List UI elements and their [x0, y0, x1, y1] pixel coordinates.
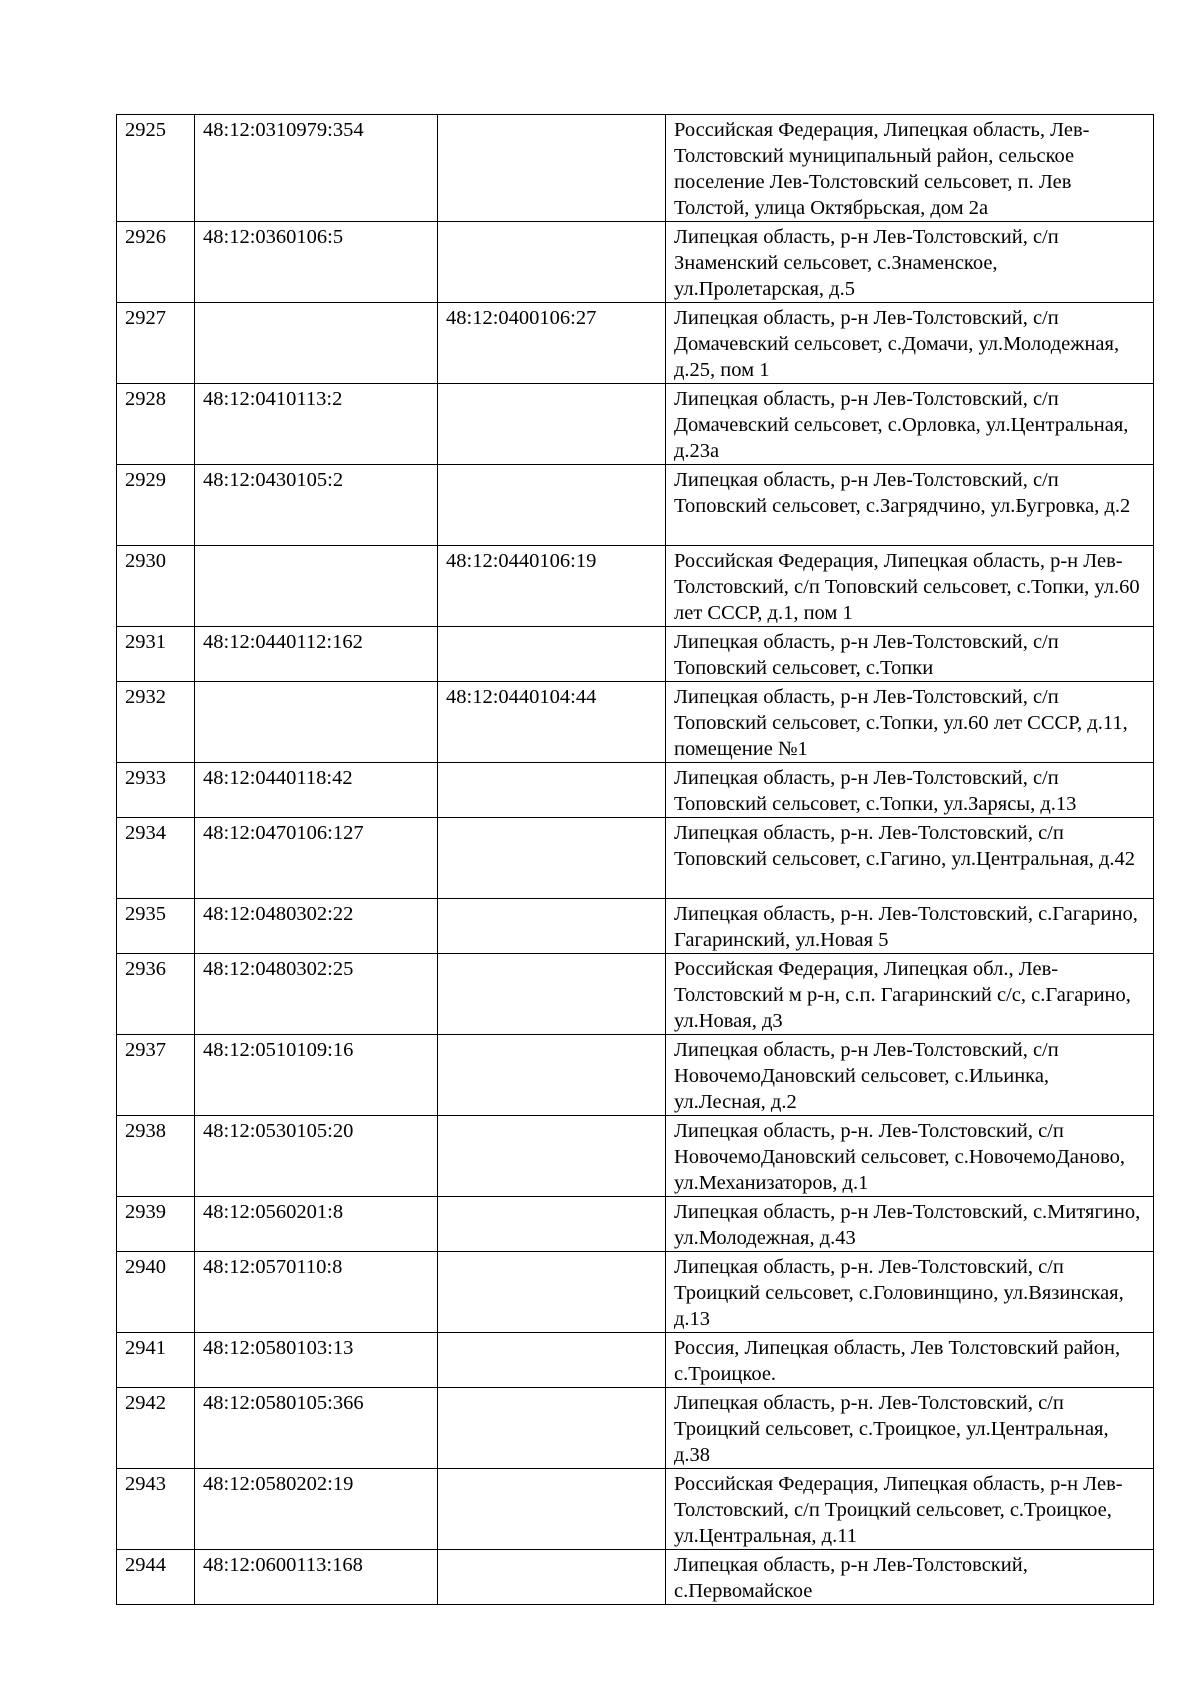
address-cell: Липецкая область, р-н Лев-Толстовский, с/п Топовский сельсовет, с.Загрядчино, ул.Бугровка, д.2	[666, 465, 1154, 546]
address-cell: Липецкая область, р-н Лев-Толстовский, с/п Топовский сельсовет, с.Топки	[666, 627, 1154, 682]
cadastral-number-cell	[195, 546, 438, 627]
premises-cadastral-number-cell: 48:12:0400106:27	[438, 303, 666, 384]
premises-cadastral-number-cell	[438, 627, 666, 682]
table-row	[117, 1116, 1154, 1197]
row-number-cell: 2930	[117, 546, 195, 627]
table-row	[117, 763, 1154, 818]
premises-cadastral-number-cell	[438, 1333, 666, 1388]
row-number-cell: 2941	[117, 1333, 195, 1388]
row-number-cell: 2942	[117, 1388, 195, 1469]
address-cell: Липецкая область, р-н. Лев-Толстовский, с/п НовочемоДановский сельсовет, с.НовочемоДаново, ул.Механизаторов, д.1	[666, 1116, 1154, 1197]
table-row	[117, 682, 1154, 763]
table-row	[117, 1550, 1154, 1605]
premises-cadastral-number-cell	[438, 384, 666, 465]
cadastral-number-cell: 48:12:0580105:366	[195, 1388, 438, 1469]
premises-cadastral-number-cell	[438, 818, 666, 899]
row-number-cell: 2933	[117, 763, 195, 818]
address-cell: Липецкая область, р-н Лев-Толстовский, с/п Домачевский сельсовет, с.Домачи, ул.Молодежная, д.25, пом 1	[666, 303, 1154, 384]
row-number-cell: 2935	[117, 899, 195, 954]
cadastral-number-cell: 48:12:0560201:8	[195, 1197, 438, 1252]
row-number-cell: 2944	[117, 1550, 195, 1605]
row-number-cell: 2938	[117, 1116, 195, 1197]
table-row	[117, 1469, 1154, 1550]
cadastral-number-cell	[195, 303, 438, 384]
row-number-cell: 2932	[117, 682, 195, 763]
premises-cadastral-number-cell	[438, 115, 666, 222]
address-cell: Липецкая область, р-н. Лев-Толстовский, с/п Топовский сельсовет, с.Гагино, ул.Центральная, д.42	[666, 818, 1154, 899]
cadastral-number-cell: 48:12:0440118:42	[195, 763, 438, 818]
cadastral-number-cell: 48:12:0410113:2	[195, 384, 438, 465]
address-cell: Липецкая область, р-н Лев-Толстовский, с/п Топовский сельсовет, с.Топки, ул.Зарясы, д.13	[666, 763, 1154, 818]
premises-cadastral-number-cell	[438, 465, 666, 546]
registry-table-body	[117, 115, 1154, 1605]
address-cell: Липецкая область, р-н. Лев-Толстовский, с/п Троицкий сельсовет, с.Головинщино, ул.Вязинская, д.13	[666, 1252, 1154, 1333]
table-row	[117, 1035, 1154, 1116]
table-row	[117, 222, 1154, 303]
premises-cadastral-number-cell	[438, 954, 666, 1035]
table-row	[117, 115, 1154, 222]
table-row	[117, 954, 1154, 1035]
cadastral-number-cell: 48:12:0580202:19	[195, 1469, 438, 1550]
table-row	[117, 1388, 1154, 1469]
cadastral-number-cell: 48:12:0570110:8	[195, 1252, 438, 1333]
premises-cadastral-number-cell: 48:12:0440104:44	[438, 682, 666, 763]
table-row	[117, 1333, 1154, 1388]
cadastral-number-cell: 48:12:0510109:16	[195, 1035, 438, 1116]
table-row	[117, 384, 1154, 465]
table-row	[117, 546, 1154, 627]
cadastral-number-cell: 48:12:0480302:25	[195, 954, 438, 1035]
address-cell: Липецкая область, р-н. Лев-Толстовский, с.Гагарино, Гагаринский, ул.Новая 5	[666, 899, 1154, 954]
row-number-cell: 2929	[117, 465, 195, 546]
row-number-cell: 2940	[117, 1252, 195, 1333]
premises-cadastral-number-cell	[438, 1469, 666, 1550]
premises-cadastral-number-cell	[438, 222, 666, 303]
premises-cadastral-number-cell	[438, 1550, 666, 1605]
row-number-cell: 2928	[117, 384, 195, 465]
table-row	[117, 303, 1154, 384]
address-cell: Липецкая область, р-н Лев-Толстовский, с/п Знаменский сельсовет, с.Знаменское, ул.Пролетарская, д.5	[666, 222, 1154, 303]
address-cell: Липецкая область, р-н Лев-Толстовский, с.Митягино, ул.Молодежная, д.43	[666, 1197, 1154, 1252]
row-number-cell: 2934	[117, 818, 195, 899]
row-number-cell: 2943	[117, 1469, 195, 1550]
property-registry-table	[116, 114, 1154, 1605]
row-number-cell: 2927	[117, 303, 195, 384]
cadastral-number-cell: 48:12:0430105:2	[195, 465, 438, 546]
cadastral-number-cell: 48:12:0530105:20	[195, 1116, 438, 1197]
row-number-cell: 2926	[117, 222, 195, 303]
address-cell: Россия, Липецкая область, Лев Толстовский район, с.Троицкое.	[666, 1333, 1154, 1388]
address-cell: Липецкая область, р-н Лев-Толстовский, с.Первомайское	[666, 1550, 1154, 1605]
row-number-cell: 2937	[117, 1035, 195, 1116]
cadastral-number-cell: 48:12:0600113:168	[195, 1550, 438, 1605]
cadastral-number-cell: 48:12:0310979:354	[195, 115, 438, 222]
address-cell: Липецкая область, р-н. Лев-Толстовский, с/п Троицкий сельсовет, с.Троицкое, ул.Центральная, д.38	[666, 1388, 1154, 1469]
premises-cadastral-number-cell	[438, 763, 666, 818]
table-row	[117, 899, 1154, 954]
premises-cadastral-number-cell	[438, 1197, 666, 1252]
premises-cadastral-number-cell	[438, 1035, 666, 1116]
table-row	[117, 1252, 1154, 1333]
premises-cadastral-number-cell	[438, 1388, 666, 1469]
premises-cadastral-number-cell: 48:12:0440106:19	[438, 546, 666, 627]
row-number-cell: 2936	[117, 954, 195, 1035]
table-row	[117, 465, 1154, 546]
cadastral-number-cell: 48:12:0580103:13	[195, 1333, 438, 1388]
address-cell: Липецкая область, р-н Лев-Толстовский, с/п Топовский сельсовет, с.Топки, ул.60 лет СССР, д.11, помещение №1	[666, 682, 1154, 763]
cadastral-number-cell: 48:12:0440112:162	[195, 627, 438, 682]
table-row	[117, 627, 1154, 682]
table-row	[117, 818, 1154, 899]
address-cell: Российская Федерация, Липецкая область, р-н Лев-Толстовский, с/п Топовский сельсовет, с.Топки, ул.60 лет СССР, д.1, пом 1	[666, 546, 1154, 627]
address-cell: Липецкая область, р-н Лев-Толстовский, с/п НовочемоДановский сельсовет, с.Ильинка, ул.Лесная, д.2	[666, 1035, 1154, 1116]
cadastral-number-cell	[195, 682, 438, 763]
table-row	[117, 1197, 1154, 1252]
row-number-cell: 2931	[117, 627, 195, 682]
address-cell: Российская Федерация, Липецкая область, р-н Лев-Толстовский, с/п Троицкий сельсовет, с.Троицкое, ул.Центральная, д.11	[666, 1469, 1154, 1550]
row-number-cell: 2939	[117, 1197, 195, 1252]
cadastral-number-cell: 48:12:0470106:127	[195, 818, 438, 899]
cadastral-number-cell: 48:12:0480302:22	[195, 899, 438, 954]
premises-cadastral-number-cell	[438, 1116, 666, 1197]
address-cell: Российская Федерация, Липецкая обл., Лев-Толстовский м р-н, с.п. Гагаринский с/с, с.Гагарино, ул.Новая, д3	[666, 954, 1154, 1035]
address-cell: Российская Федерация, Липецкая область, Лев-Толстовский муниципальный район, сельское поселение Лев-Толстовский сельсовет, п. Лев Толстой, улица Октябрьская, дом 2а	[666, 115, 1154, 222]
cadastral-number-cell: 48:12:0360106:5	[195, 222, 438, 303]
premises-cadastral-number-cell	[438, 1252, 666, 1333]
address-cell: Липецкая область, р-н Лев-Толстовский, с/п Домачевский сельсовет, с.Орловка, ул.Центральная, д.23а	[666, 384, 1154, 465]
premises-cadastral-number-cell	[438, 899, 666, 954]
row-number-cell: 2925	[117, 115, 195, 222]
